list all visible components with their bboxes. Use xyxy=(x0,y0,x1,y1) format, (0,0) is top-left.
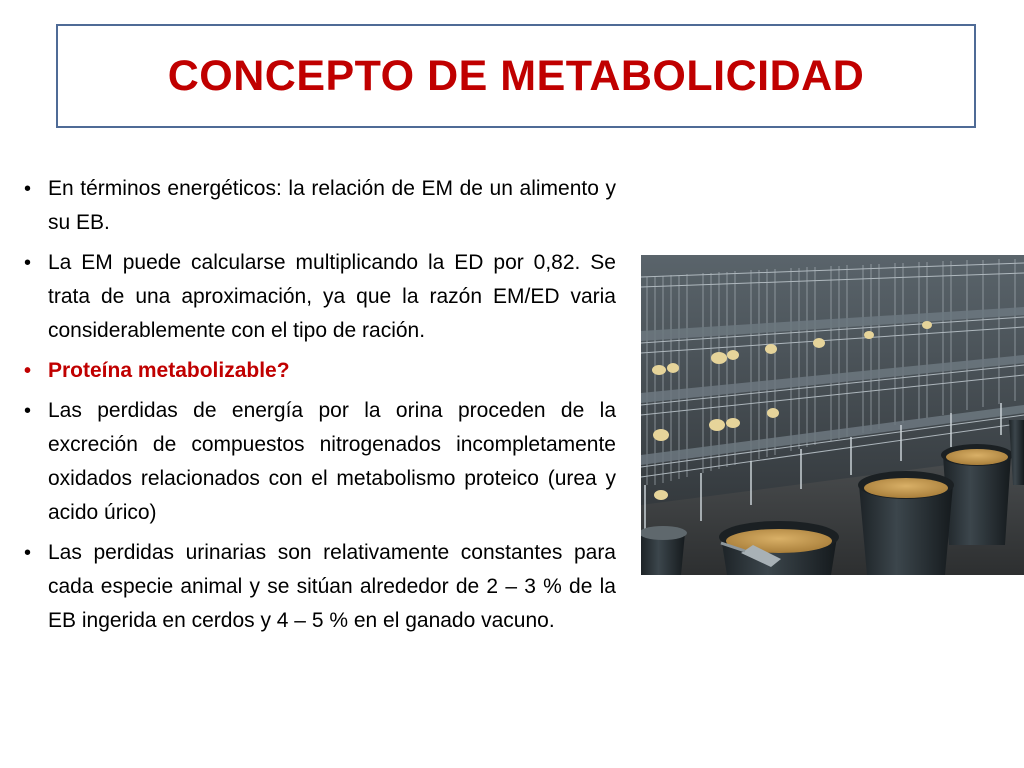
bullet-icon: • xyxy=(24,360,32,382)
bullet-item-5 xyxy=(22,536,616,638)
bullet-list xyxy=(22,172,616,644)
slide-title: CONCEPTO DE METABOLICIDAD xyxy=(167,51,865,100)
bullet-item-4 xyxy=(22,394,616,530)
bullet-icon: • xyxy=(24,400,32,422)
bullet-text: Las perdidas urinarias son relativamente constantes para cada especie animal y se sitúan alrededor de 2 – 3 % de la EB ingerida en cerdos y 4 – 5 % en el ganado vacuno. xyxy=(48,541,616,632)
poultry-cages-illustration xyxy=(641,255,1024,575)
bullet-text: En términos energéticos: la relación de EM de un alimento y su EB. xyxy=(48,177,616,234)
bullet-item-3 xyxy=(22,354,616,388)
bullet-icon: • xyxy=(24,252,32,274)
bullet-text: La EM puede calcularse multiplicando la ED por 0,82. Se trata de una aproximación, ya que la razón EM/ED varia considerablemente con el tipo de ración. xyxy=(48,251,616,342)
bullet-icon: • xyxy=(24,178,32,200)
poultry-cages-photo xyxy=(641,255,1024,575)
bullet-text: Las perdidas de energía por la orina proceden de la excreción de compuestos nitrogenados incompletamente oxidados relacionados con el metabolismo proteico (urea y acido úrico) xyxy=(48,399,616,524)
bullet-icon: • xyxy=(24,542,32,564)
bullet-text: Proteína metabolizable? xyxy=(48,359,290,382)
title-box xyxy=(56,24,976,128)
bullet-item-2 xyxy=(22,246,616,348)
bullet-item-1 xyxy=(22,172,616,240)
